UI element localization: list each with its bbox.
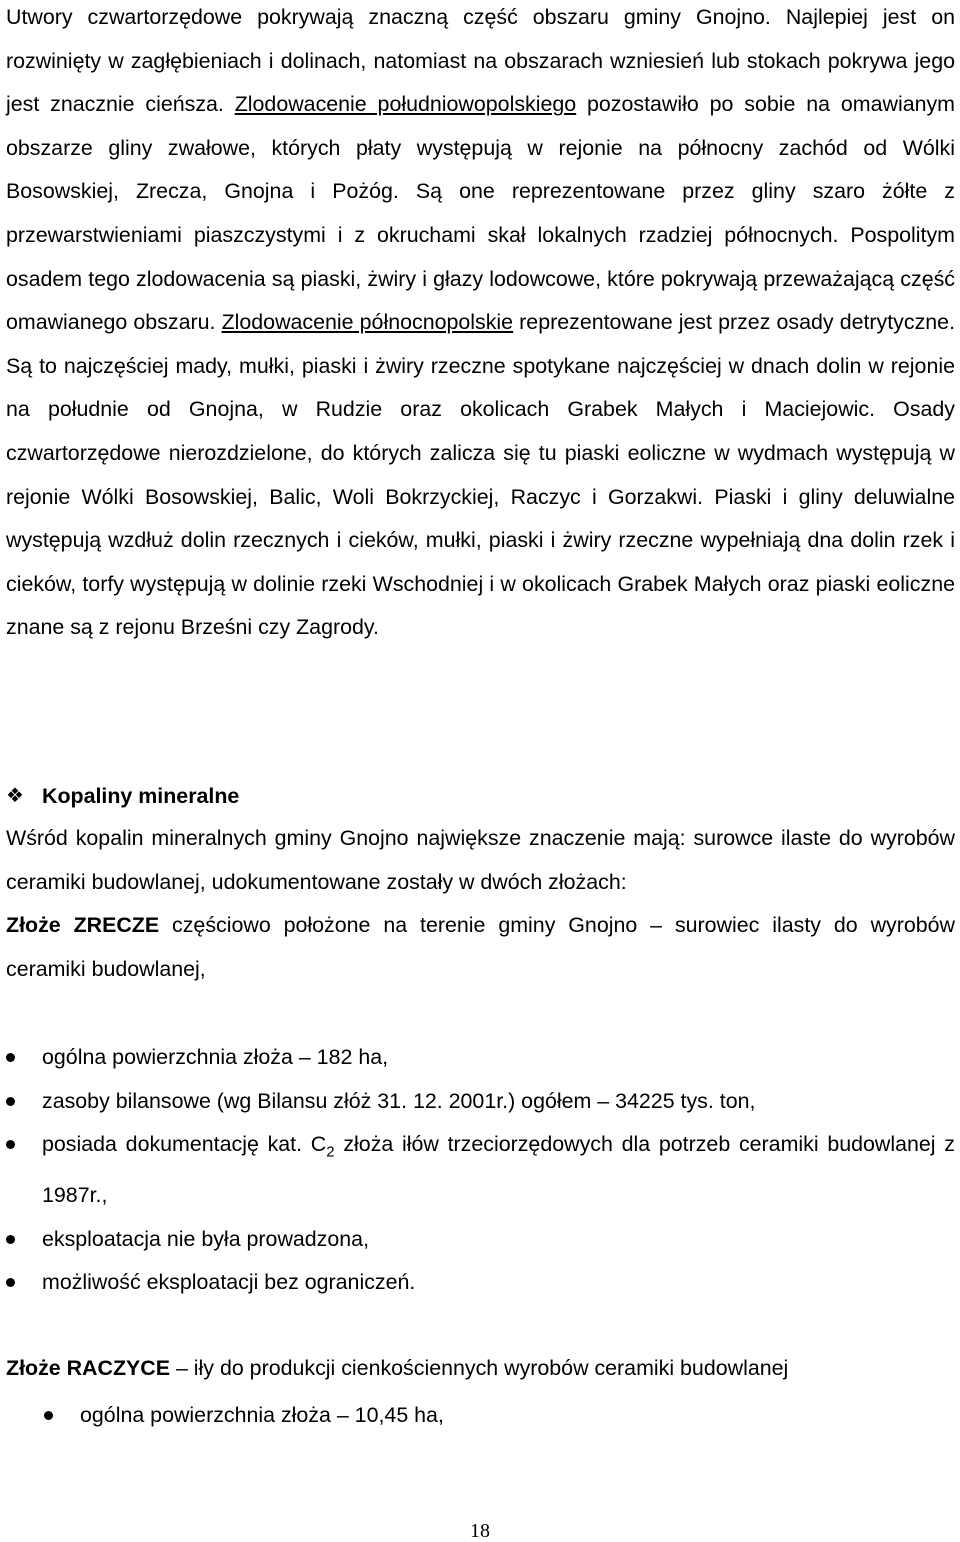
bullet-dot-icon: [6, 1140, 15, 1149]
section-heading: [6, 780, 239, 812]
list-item-text: ogólna powierzchnia złoża – 182 ha,: [42, 1045, 389, 1069]
page-number: 18: [470, 1520, 490, 1542]
raczyce-desc: – iły do produkcji cienkościennych wyrobów ceramiki budowlanej: [170, 1356, 789, 1380]
bullet-dot-icon: [6, 1278, 15, 1287]
raczyce-name: Złoże RACZYCE: [6, 1356, 171, 1380]
section-title: Kopaliny mineralne: [42, 784, 240, 808]
intro-underlined-2: Zlodowacenie północnopolskie: [221, 310, 514, 335]
diamond-bullet-icon: ❖: [6, 785, 24, 807]
list-item: [6, 1036, 955, 1080]
bullet-dot-icon: [6, 1097, 15, 1106]
list-item: [6, 1218, 955, 1262]
intro-text-3: reprezentowane jest przez osady detrytyczne. Są to najczęściej mady, mułki, piaski i żwiry rzeczne spotykane najczęściej w dnach dolin w rejonie na południe od Gnojna, w Rudzie oraz okolicach Grabek Małych i Maciejowic. Osady czwartorzędowe nierozdzielone, do których zalicza się tu piaski eoliczne w wydmach występują w rejonie Wólki Bosowskiej, Balic, Woli Bokrzyckiej, Raczyc i Gorzakwi. Piaski i gliny deluwialne występują wzdłuż dolin rzecznych i cieków, mułki, piaski i żwiry rzeczne wypełniają dna dolin rzek i cieków, torfy występują w dolinie rzeki Wschodniej i w okolicach Grabek Małych oraz piaski eoliczne znane są z rejonu Brześni czy Zagrody.: [6, 310, 956, 640]
bullet-dot-icon: [6, 1053, 15, 1062]
intro-text-2: pozostawiło po sobie na omawianym obszarze gliny zwałowe, których płaty występują w rejonie na północny zachód od Wólki Bosowskiej, Zrecza, Gnojna i Pożóg. Są one reprezentowane przez gliny szaro żółte z przewarstwieniami piaszczystymi i z okruchami skał lokalnych rzadziej północnych. Pospolitym osadem tego zlodowacenia są piaski, żwiry i głazy lodowcowe, które pokrywają przeważającą część omawianego obszaru.: [6, 92, 956, 335]
section-lead-text: Wśród kopalin mineralnych gminy Gnojno największe znaczenie mają: surowce ilaste do wyrobów ceramiki budowlanej, udokumentowane zostały w dwóch złożach:: [6, 826, 955, 894]
list-item: [6, 1123, 955, 1217]
list-item: [44, 1394, 944, 1438]
list-item-text: ogólna powierzchnia złoża – 10,45 ha,: [80, 1403, 444, 1427]
intro-text-1: Utwory czwartorzędowe pokrywają znaczną część obszaru gminy Gnojno. Najlepiej jest on rozwinięty w zagłębieniach i dolinach, natomiast na obszarach wzniesień lub stokach pokrywa jego jest znacznie cieńsza.: [6, 5, 955, 117]
subscript: 2: [326, 1143, 335, 1161]
intro-underlined-1: Zlodowacenie południowopolskiego: [234, 92, 577, 117]
zrecze-bullet-list: [6, 1036, 955, 1305]
list-item-text: eksploatacja nie była prowadzona,: [42, 1226, 370, 1251]
list-item: [6, 1080, 955, 1124]
bullet-dot-icon: [44, 1411, 53, 1420]
list-item-text: możliwość eksploatacji bez ograniczeń.: [42, 1270, 416, 1295]
intro-paragraph: [6, 0, 955, 650]
section-lead-paragraph: [6, 817, 955, 904]
raczyce-bullet-list: [44, 1394, 944, 1438]
list-item-text: zasoby bilansowe (wg Bilansu złóż 31. 12. 2001r.) ogółem – 34225 tys. ton,: [42, 1088, 756, 1113]
list-item: [6, 1261, 955, 1305]
document-page: [6, 0, 956, 1427]
zrecze-name: Złoże ZRECZE: [6, 913, 160, 937]
bullet-dot-icon: [6, 1235, 15, 1244]
zrecze-desc: częściowo położone na terenie gminy Gnojno – surowiec ilasty do wyrobów ceramiki budowlanej,: [6, 913, 955, 981]
list-item-text: posiada dokumentację kat. $C_2$ złoża iłów trzeciorzędowych dla potrzeb ceramiki budowlanej z 1987r.,: [42, 1132, 955, 1208]
zrecze-paragraph: [6, 904, 955, 991]
raczyce-paragraph: [6, 1347, 955, 1391]
